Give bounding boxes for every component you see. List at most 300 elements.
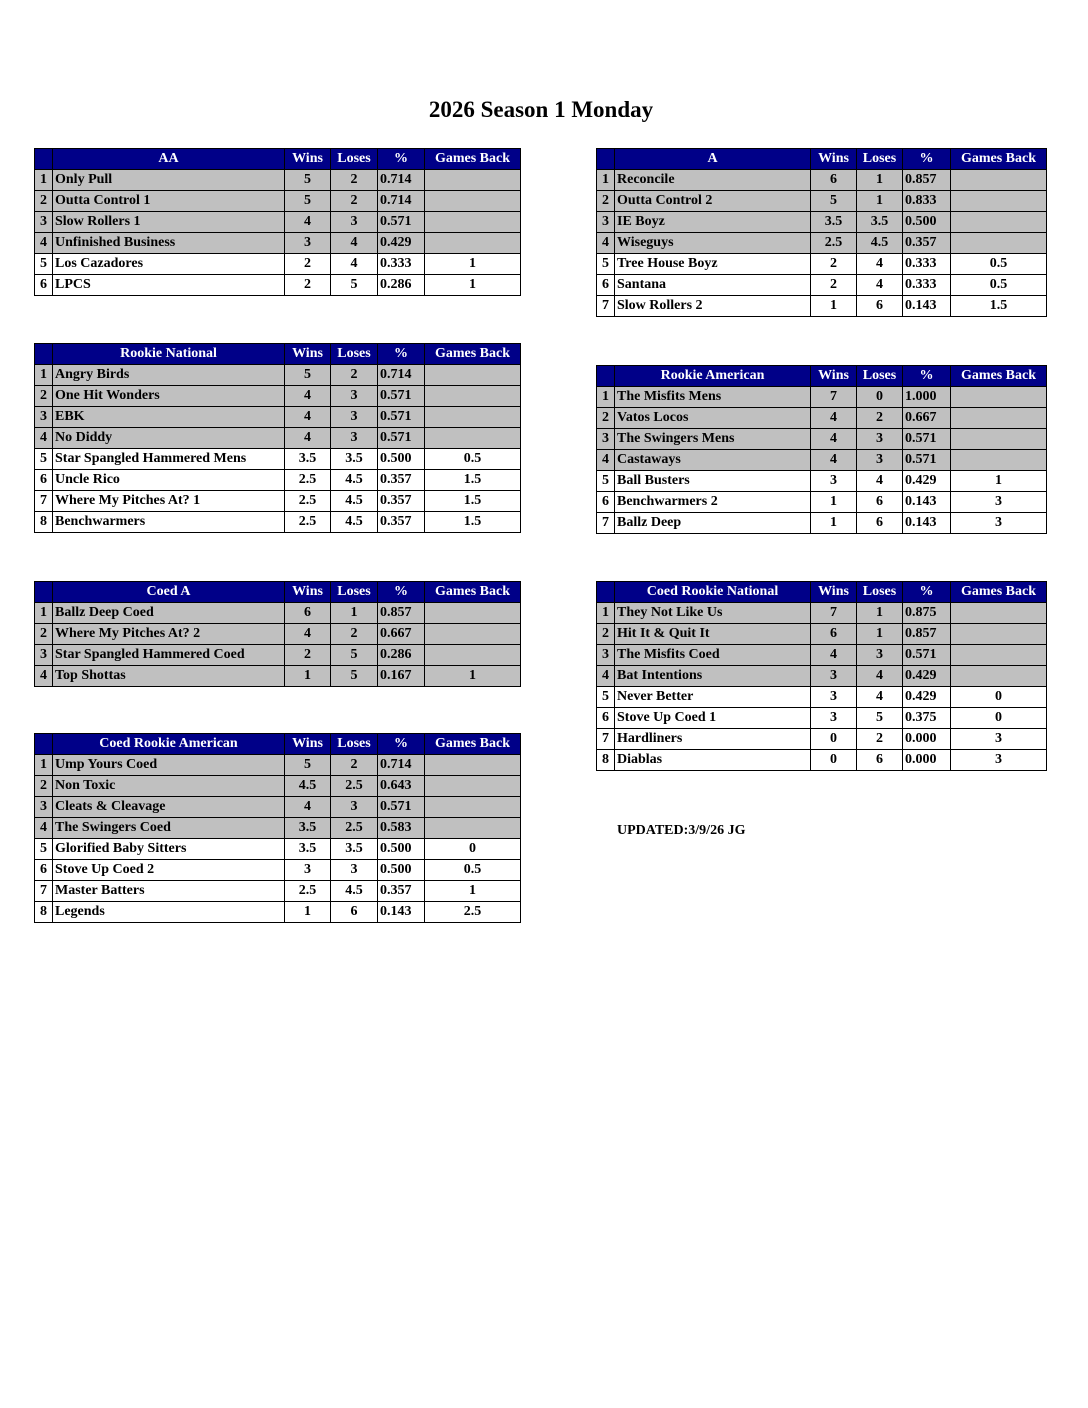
- table-header: [597, 582, 1047, 603]
- team-name-cell: Stove Up Coed 1: [615, 708, 811, 729]
- table-row: [597, 729, 1047, 750]
- loses-cell: 1: [331, 603, 378, 624]
- loses-cell: 3.5: [857, 212, 903, 233]
- loses-cell: 5: [331, 275, 378, 296]
- team-name-cell: Tree House Boyz: [615, 254, 811, 275]
- wins-cell: 4: [285, 428, 331, 449]
- pct-header: %: [903, 582, 951, 603]
- table-row: [35, 428, 521, 449]
- loses-cell: 3.5: [331, 839, 378, 860]
- loses-cell: 6: [857, 492, 903, 513]
- loses-cell: 3: [331, 212, 378, 233]
- standings-table-coed-a: [34, 581, 521, 687]
- table-row: [35, 818, 521, 839]
- games-back-header: Games Back: [951, 582, 1047, 603]
- table-row: [597, 708, 1047, 729]
- games-back-cell: 3: [951, 750, 1047, 771]
- games-back-cell: 0: [951, 708, 1047, 729]
- loses-cell: 5: [857, 708, 903, 729]
- pct-cell: 0.571: [903, 645, 951, 666]
- rank-cell: 3: [597, 645, 615, 666]
- games-back-cell: [951, 212, 1047, 233]
- table-row: [597, 471, 1047, 492]
- table-row: [35, 902, 521, 923]
- games-back-cell: [951, 387, 1047, 408]
- team-name-cell: Castaways: [615, 450, 811, 471]
- rank-cell: 3: [597, 212, 615, 233]
- rank-cell: 3: [35, 212, 53, 233]
- loses-cell: 0: [857, 387, 903, 408]
- games-back-cell: [425, 428, 521, 449]
- games-back-cell: 1: [425, 881, 521, 902]
- games-back-cell: 0.5: [951, 254, 1047, 275]
- loses-cell: 6: [331, 902, 378, 923]
- rank-cell: 5: [35, 839, 53, 860]
- games-back-cell: 3: [951, 492, 1047, 513]
- pct-cell: 0.333: [903, 254, 951, 275]
- loses-cell: 4: [331, 233, 378, 254]
- pct-cell: 0.357: [378, 512, 425, 533]
- loses-cell: 3: [331, 386, 378, 407]
- games-back-cell: 1.5: [425, 470, 521, 491]
- pct-cell: 0.357: [378, 881, 425, 902]
- games-back-cell: [425, 386, 521, 407]
- loses-cell: 6: [857, 750, 903, 771]
- pct-header: %: [378, 149, 425, 170]
- table-row: [597, 212, 1047, 233]
- loses-cell: 3: [857, 450, 903, 471]
- table-row: [597, 492, 1047, 513]
- rank-cell: 7: [35, 881, 53, 902]
- loses-cell: 2: [331, 624, 378, 645]
- table-row: [597, 687, 1047, 708]
- pct-cell: 0.143: [903, 296, 951, 317]
- rank-cell: 1: [35, 365, 53, 386]
- team-name-cell: Wiseguys: [615, 233, 811, 254]
- table-row: [597, 645, 1047, 666]
- loses-cell: 3: [331, 428, 378, 449]
- wins-cell: 4.5: [285, 776, 331, 797]
- wins-header: Wins: [811, 582, 857, 603]
- table-row: [35, 407, 521, 428]
- standings-table-a: [596, 148, 1047, 317]
- table-row: [597, 275, 1047, 296]
- pct-cell: 0.500: [378, 449, 425, 470]
- loses-header: Loses: [857, 149, 903, 170]
- rank-cell: 5: [597, 687, 615, 708]
- wins-cell: 3: [285, 860, 331, 881]
- pct-cell: 0.333: [378, 254, 425, 275]
- pct-cell: 0.571: [378, 386, 425, 407]
- wins-cell: 4: [285, 212, 331, 233]
- loses-cell: 3.5: [331, 449, 378, 470]
- loses-cell: 4: [857, 275, 903, 296]
- wins-cell: 0: [811, 729, 857, 750]
- loses-cell: 5: [331, 666, 378, 687]
- team-name-cell: Top Shottas: [53, 666, 285, 687]
- pct-cell: 0.714: [378, 755, 425, 776]
- pct-cell: 0.429: [903, 471, 951, 492]
- table-header: [35, 734, 521, 755]
- wins-header: Wins: [811, 149, 857, 170]
- loses-cell: 2: [331, 170, 378, 191]
- wins-cell: 4: [811, 450, 857, 471]
- games-back-cell: [425, 755, 521, 776]
- team-name-cell: Santana: [615, 275, 811, 296]
- team-name-cell: Diablas: [615, 750, 811, 771]
- games-back-cell: [951, 429, 1047, 450]
- games-back-cell: [951, 624, 1047, 645]
- table-row: [35, 839, 521, 860]
- wins-cell: 4: [811, 429, 857, 450]
- team-name-cell: They Not Like Us: [615, 603, 811, 624]
- loses-cell: 3: [331, 797, 378, 818]
- pct-cell: 0.357: [378, 491, 425, 512]
- loses-cell: 4: [857, 687, 903, 708]
- games-back-cell: [425, 645, 521, 666]
- team-name-cell: Never Better: [615, 687, 811, 708]
- pct-header: %: [378, 734, 425, 755]
- games-back-cell: [951, 170, 1047, 191]
- wins-cell: 4: [285, 407, 331, 428]
- rank-header: [35, 734, 53, 755]
- table-row: [597, 191, 1047, 212]
- rank-cell: 3: [597, 429, 615, 450]
- games-back-cell: [951, 666, 1047, 687]
- pct-cell: 0.714: [378, 191, 425, 212]
- table-header: [35, 344, 521, 365]
- games-back-cell: 0: [425, 839, 521, 860]
- rank-header: [35, 344, 53, 365]
- rank-cell: 1: [35, 755, 53, 776]
- games-back-cell: 3: [951, 729, 1047, 750]
- team-name-cell: Where My Pitches At? 1: [53, 491, 285, 512]
- table-row: [35, 645, 521, 666]
- loses-header: Loses: [331, 734, 378, 755]
- division-name: Coed Rookie American: [53, 734, 285, 755]
- rank-cell: 3: [35, 797, 53, 818]
- pct-cell: 0.429: [903, 666, 951, 687]
- team-name-cell: Cleats & Cleavage: [53, 797, 285, 818]
- games-back-cell: 1.5: [951, 296, 1047, 317]
- team-name-cell: Vatos Locos: [615, 408, 811, 429]
- rank-cell: 8: [35, 902, 53, 923]
- games-back-header: Games Back: [425, 149, 521, 170]
- rank-cell: 5: [597, 471, 615, 492]
- table-row: [597, 603, 1047, 624]
- table-row: [35, 797, 521, 818]
- rank-cell: 8: [35, 512, 53, 533]
- rank-cell: 2: [35, 386, 53, 407]
- pct-cell: 0.000: [903, 750, 951, 771]
- wins-cell: 2.5: [285, 881, 331, 902]
- games-back-cell: [425, 365, 521, 386]
- loses-cell: 2: [331, 365, 378, 386]
- table-row: [35, 212, 521, 233]
- pct-cell: 0.286: [378, 275, 425, 296]
- wins-cell: 7: [811, 387, 857, 408]
- loses-cell: 2: [331, 755, 378, 776]
- team-name-cell: The Swingers Mens: [615, 429, 811, 450]
- loses-cell: 6: [857, 296, 903, 317]
- games-back-cell: 0: [951, 687, 1047, 708]
- team-name-cell: The Swingers Coed: [53, 818, 285, 839]
- pct-cell: 0.875: [903, 603, 951, 624]
- games-back-cell: 1: [951, 471, 1047, 492]
- team-name-cell: Outta Control 2: [615, 191, 811, 212]
- wins-cell: 4: [811, 408, 857, 429]
- pct-cell: 0.500: [378, 839, 425, 860]
- rank-cell: 2: [35, 624, 53, 645]
- games-back-cell: [425, 191, 521, 212]
- division-name: A: [615, 149, 811, 170]
- team-name-cell: Ballz Deep: [615, 513, 811, 534]
- team-name-cell: Legends: [53, 902, 285, 923]
- team-name-cell: Non Toxic: [53, 776, 285, 797]
- team-name-cell: Star Spangled Hammered Mens: [53, 449, 285, 470]
- pct-cell: 0.667: [378, 624, 425, 645]
- standings-table-coed-rookie-national: [596, 581, 1047, 771]
- rank-cell: 2: [35, 776, 53, 797]
- wins-cell: 3.5: [285, 839, 331, 860]
- wins-cell: 3: [811, 666, 857, 687]
- rank-cell: 5: [35, 254, 53, 275]
- team-name-cell: Unfinished Business: [53, 233, 285, 254]
- wins-cell: 2: [811, 275, 857, 296]
- pct-cell: 0.500: [903, 212, 951, 233]
- table-row: [35, 860, 521, 881]
- wins-cell: 2.5: [285, 491, 331, 512]
- rank-cell: 6: [35, 275, 53, 296]
- games-back-cell: [425, 624, 521, 645]
- team-name-cell: Slow Rollers 1: [53, 212, 285, 233]
- rank-header: [35, 582, 53, 603]
- games-back-header: Games Back: [951, 366, 1047, 387]
- pct-cell: 0.357: [378, 470, 425, 491]
- loses-cell: 2: [857, 729, 903, 750]
- pct-cell: 0.500: [378, 860, 425, 881]
- pct-cell: 0.833: [903, 191, 951, 212]
- team-name-cell: Ball Busters: [615, 471, 811, 492]
- wins-header: Wins: [285, 344, 331, 365]
- table-row: [35, 365, 521, 386]
- pct-cell: 0.857: [378, 603, 425, 624]
- division-name: Rookie National: [53, 344, 285, 365]
- table-row: [597, 513, 1047, 534]
- rank-header: [597, 582, 615, 603]
- table-row: [597, 408, 1047, 429]
- pct-cell: 0.571: [378, 212, 425, 233]
- pct-cell: 0.167: [378, 666, 425, 687]
- wins-cell: 7: [811, 603, 857, 624]
- rank-cell: 4: [35, 818, 53, 839]
- table-header: [597, 366, 1047, 387]
- rank-cell: 1: [597, 603, 615, 624]
- rank-cell: 7: [35, 491, 53, 512]
- team-name-cell: Uncle Rico: [53, 470, 285, 491]
- pct-cell: 0.583: [378, 818, 425, 839]
- loses-cell: 4: [331, 254, 378, 275]
- division-name: AA: [53, 149, 285, 170]
- rank-cell: 6: [35, 470, 53, 491]
- pct-cell: 0.357: [903, 233, 951, 254]
- team-name-cell: Star Spangled Hammered Coed: [53, 645, 285, 666]
- games-back-cell: [425, 797, 521, 818]
- standings-table-coed-rookie-american: [34, 733, 521, 923]
- wins-cell: 6: [811, 624, 857, 645]
- pct-cell: 0.375: [903, 708, 951, 729]
- loses-cell: 2: [857, 408, 903, 429]
- games-back-cell: 0.5: [951, 275, 1047, 296]
- table-row: [35, 512, 521, 533]
- wins-cell: 6: [811, 170, 857, 191]
- games-back-cell: 1.5: [425, 491, 521, 512]
- wins-cell: 5: [285, 191, 331, 212]
- loses-header: Loses: [331, 149, 378, 170]
- rank-cell: 4: [35, 233, 53, 254]
- pct-cell: 0.857: [903, 624, 951, 645]
- pct-cell: 0.571: [903, 429, 951, 450]
- loses-cell: 2: [331, 191, 378, 212]
- table-row: [597, 170, 1047, 191]
- rank-cell: 4: [597, 233, 615, 254]
- wins-header: Wins: [811, 366, 857, 387]
- loses-cell: 1: [857, 170, 903, 191]
- team-name-cell: Ump Yours Coed: [53, 755, 285, 776]
- team-name-cell: Hardliners: [615, 729, 811, 750]
- games-back-cell: 2.5: [425, 902, 521, 923]
- team-name-cell: The Misfits Coed: [615, 645, 811, 666]
- games-back-header: Games Back: [425, 344, 521, 365]
- rank-cell: 8: [597, 750, 615, 771]
- wins-cell: 1: [285, 666, 331, 687]
- loses-cell: 4.5: [331, 881, 378, 902]
- wins-cell: 4: [285, 386, 331, 407]
- team-name-cell: Reconcile: [615, 170, 811, 191]
- table-row: [35, 170, 521, 191]
- loses-header: Loses: [331, 582, 378, 603]
- loses-header: Loses: [857, 582, 903, 603]
- rank-cell: 6: [35, 860, 53, 881]
- team-name-cell: Where My Pitches At? 2: [53, 624, 285, 645]
- rank-cell: 2: [597, 191, 615, 212]
- pct-header: %: [903, 366, 951, 387]
- pct-cell: 0.000: [903, 729, 951, 750]
- rank-cell: 1: [597, 170, 615, 191]
- table-row: [35, 603, 521, 624]
- wins-cell: 5: [285, 755, 331, 776]
- team-name-cell: Master Batters: [53, 881, 285, 902]
- rank-cell: 7: [597, 729, 615, 750]
- table-header: [35, 582, 521, 603]
- table-row: [597, 666, 1047, 687]
- wins-cell: 4: [285, 624, 331, 645]
- wins-cell: 1: [811, 492, 857, 513]
- loses-cell: 4.5: [331, 470, 378, 491]
- rank-cell: 7: [597, 513, 615, 534]
- team-name-cell: Benchwarmers 2: [615, 492, 811, 513]
- loses-cell: 4.5: [331, 512, 378, 533]
- team-name-cell: Ballz Deep Coed: [53, 603, 285, 624]
- loses-cell: 4: [857, 666, 903, 687]
- rank-cell: 2: [35, 191, 53, 212]
- table-row: [597, 750, 1047, 771]
- wins-cell: 2: [811, 254, 857, 275]
- table-row: [35, 449, 521, 470]
- rank-cell: 4: [597, 666, 615, 687]
- rank-header: [597, 366, 615, 387]
- wins-cell: 3: [811, 687, 857, 708]
- games-back-cell: [425, 407, 521, 428]
- team-name-cell: IE Boyz: [615, 212, 811, 233]
- pct-cell: 0.571: [903, 450, 951, 471]
- loses-header: Loses: [331, 344, 378, 365]
- team-name-cell: Stove Up Coed 2: [53, 860, 285, 881]
- team-name-cell: Benchwarmers: [53, 512, 285, 533]
- table-row: [35, 776, 521, 797]
- games-back-header: Games Back: [425, 734, 521, 755]
- pct-header: %: [903, 149, 951, 170]
- loses-cell: 4: [857, 471, 903, 492]
- loses-cell: 4: [857, 254, 903, 275]
- table-row: [35, 666, 521, 687]
- pct-cell: 0.143: [903, 492, 951, 513]
- table-row: [597, 429, 1047, 450]
- rank-cell: 1: [597, 387, 615, 408]
- table-row: [597, 233, 1047, 254]
- rank-cell: 6: [597, 492, 615, 513]
- pct-cell: 0.143: [378, 902, 425, 923]
- games-back-cell: [951, 408, 1047, 429]
- pct-cell: 0.286: [378, 645, 425, 666]
- table-row: [35, 386, 521, 407]
- pct-cell: 0.714: [378, 170, 425, 191]
- rank-header: [597, 149, 615, 170]
- table-row: [597, 296, 1047, 317]
- wins-cell: 0: [811, 750, 857, 771]
- rank-cell: 4: [35, 428, 53, 449]
- games-back-cell: 0.5: [425, 449, 521, 470]
- rank-cell: 5: [35, 449, 53, 470]
- wins-cell: 3.5: [811, 212, 857, 233]
- games-back-cell: [951, 450, 1047, 471]
- table-row: [35, 275, 521, 296]
- team-name-cell: Los Cazadores: [53, 254, 285, 275]
- games-back-cell: [425, 776, 521, 797]
- team-name-cell: Outta Control 1: [53, 191, 285, 212]
- team-name-cell: The Misfits Mens: [615, 387, 811, 408]
- standings-table-rookie-american: [596, 365, 1047, 534]
- games-back-cell: 1: [425, 254, 521, 275]
- wins-cell: 4: [811, 645, 857, 666]
- games-back-header: Games Back: [425, 582, 521, 603]
- games-back-cell: 1: [425, 275, 521, 296]
- games-back-cell: 3: [951, 513, 1047, 534]
- team-name-cell: Glorified Baby Sitters: [53, 839, 285, 860]
- standings-table-aa: [34, 148, 521, 296]
- team-name-cell: Bat Intentions: [615, 666, 811, 687]
- wins-cell: 5: [285, 365, 331, 386]
- rank-cell: 3: [35, 407, 53, 428]
- games-back-cell: [951, 603, 1047, 624]
- table-row: [35, 470, 521, 491]
- pct-header: %: [378, 582, 425, 603]
- updated-note: UPDATED:3/9/26 JG: [617, 823, 746, 838]
- games-back-cell: 0.5: [425, 860, 521, 881]
- pct-cell: 0.714: [378, 365, 425, 386]
- games-back-cell: 1: [425, 666, 521, 687]
- table-row: [35, 491, 521, 512]
